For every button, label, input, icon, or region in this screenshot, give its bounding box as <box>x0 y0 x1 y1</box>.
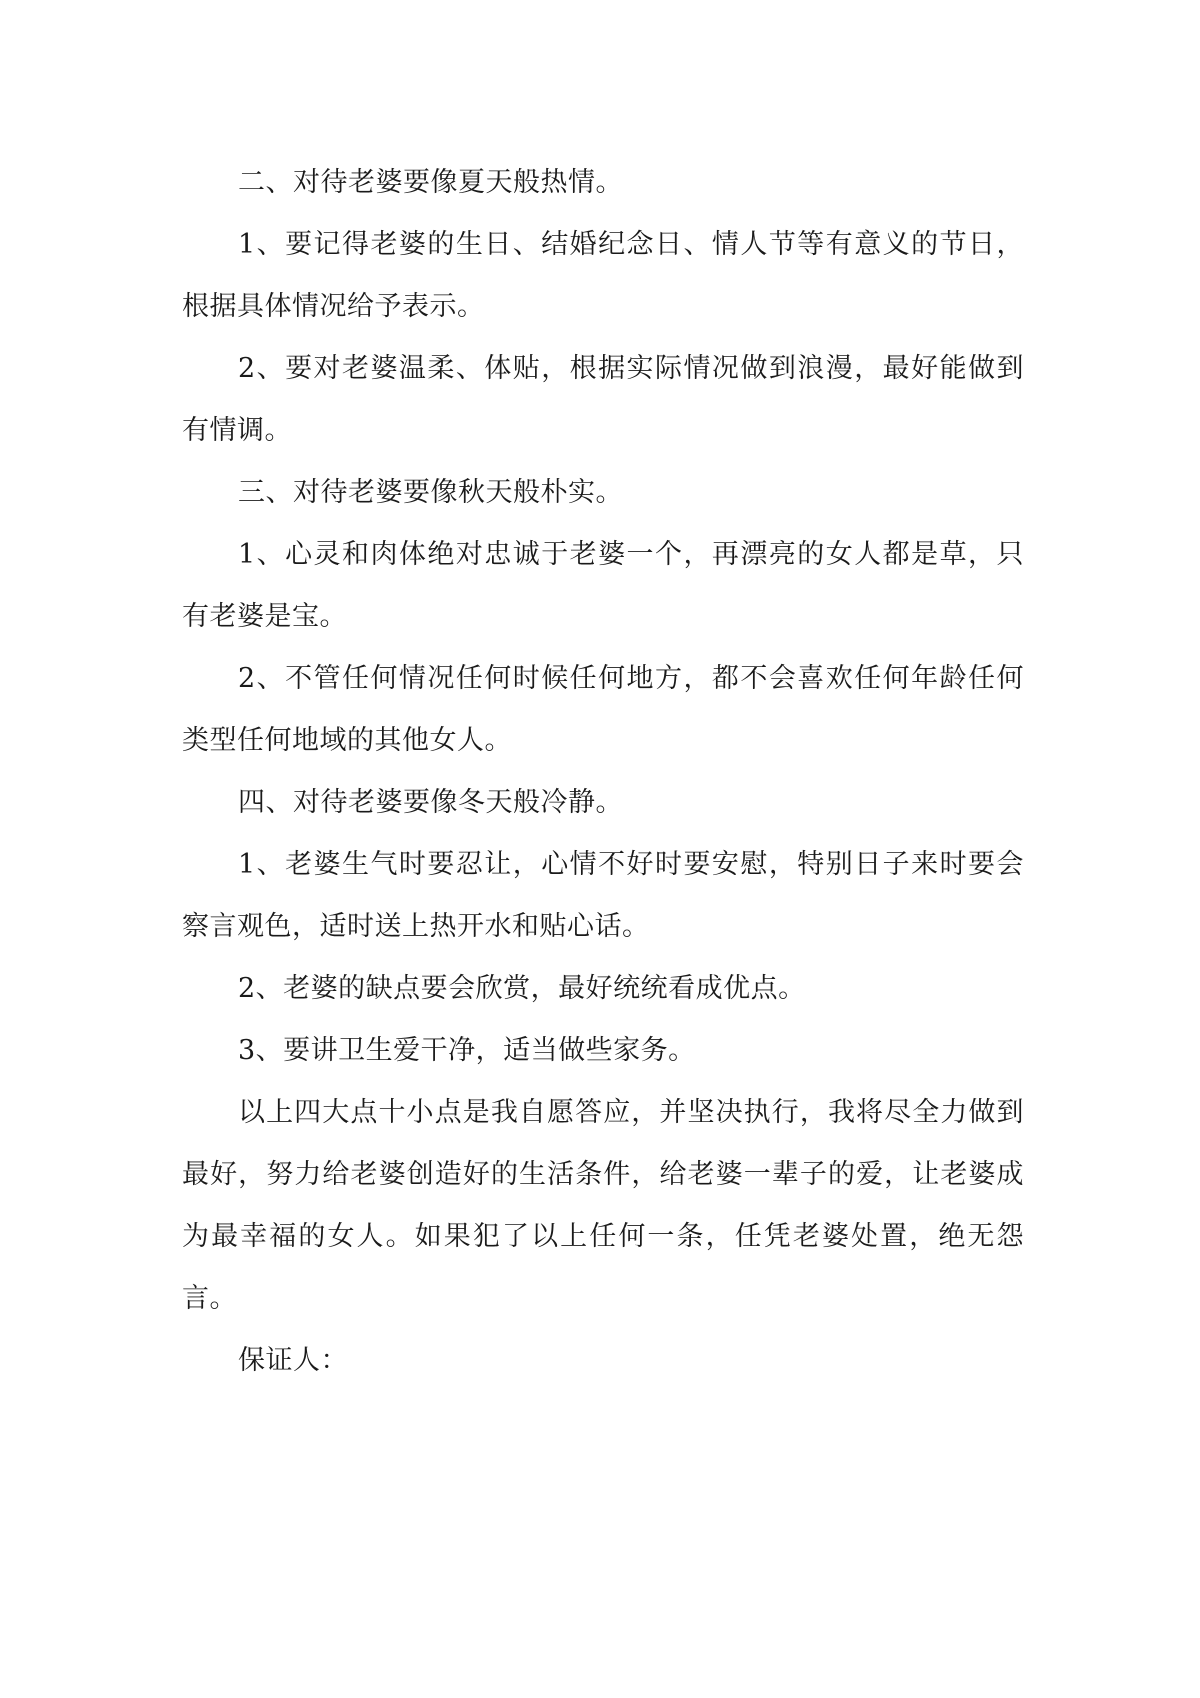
section-heading-autumn: 三、对待老婆要像秋天般朴实。 <box>238 477 623 508</box>
paragraph-item: 1、心灵和肉体绝对忠诚于老婆一个，再漂亮的女人都是草，只有老婆是宝。 <box>182 539 1024 632</box>
paragraph-item: 3、要讲卫生爱干净，适当做些家务。 <box>238 1035 696 1066</box>
paragraph-item: 1、要记得老婆的生日、结婚纪念日、情人节等有意义的节日，根据具体情况给予表示。 <box>182 229 1024 322</box>
paragraph-item: 2、要对老婆温柔、体贴，根据实际情况做到浪漫，最好能做到有情调。 <box>182 353 1024 446</box>
document-body <box>182 152 1024 1392</box>
guarantor-signature-line: 保证人： <box>238 1345 348 1376</box>
paragraph-item: 1、老婆生气时要忍让，心情不好时要安慰，特别日子来时要会察言观色，适时送上热开水和贴心话。 <box>182 849 1024 942</box>
paragraph-item: 2、不管任何情况任何时候任何地方，都不会喜欢任何年龄任何类型任何地域的其他女人。 <box>182 663 1024 756</box>
section-heading-winter: 四、对待老婆要像冬天般冷静。 <box>238 787 623 818</box>
section-heading-summer: 二、对待老婆要像夏天般热情。 <box>238 167 623 198</box>
closing-statement: 以上四大点十小点是我自愿答应，并坚决执行，我将尽全力做到最好，努力给老婆创造好的生活条件，给老婆一辈子的爱，让老婆成为最幸福的女人。如果犯了以上任何一条，任凭老婆处置，绝无怨言。 <box>182 1097 1024 1314</box>
paragraph-item: 2、老婆的缺点要会欣赏，最好统统看成优点。 <box>238 973 806 1004</box>
